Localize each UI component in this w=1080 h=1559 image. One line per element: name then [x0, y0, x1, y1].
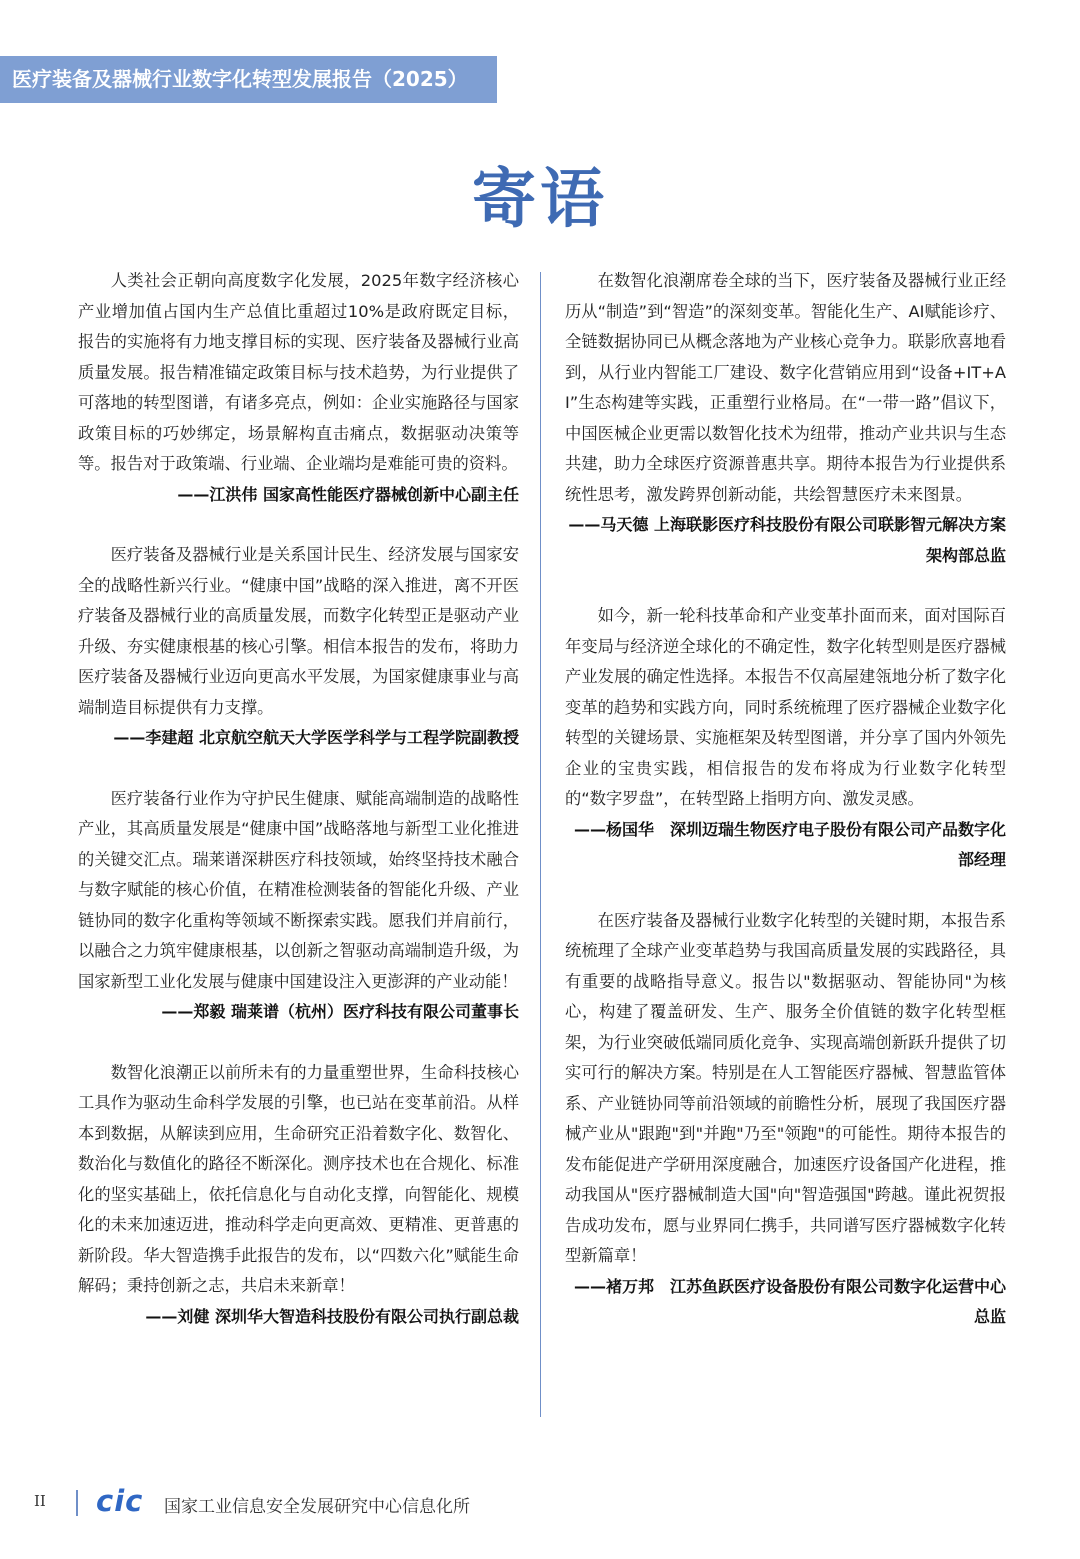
- message-signature: ——杨国华 深圳迈瑞生物医疗电子股份有限公司产品数字化部经理: [573, 819, 1006, 869]
- message-block: [78, 784, 519, 1028]
- report-title-banner: 医疗装备及器械行业数字化转型发展报告（2025）: [0, 56, 497, 103]
- message-text: 如今，新一轮科技革命和产业变革扑面而来，面对国际百年变局与经济逆全球化的不确定性，数字化转型则是医疗器械产业发展的确定性选择。本报告不仅高屋建瓴地分析了数字化变革的趋势和实践方向，同时系统梳理了医疗器械企业数字化转型的关键场景、实施框架及转型图谱，并分享了国内外领先企业的宝贵实践，相信报告的发布将成为行业数字化转型的“数字罗盘”，在转型路上指明方向、激发灵感。: [565, 606, 1006, 808]
- page-title: 寄语: [472, 163, 608, 237]
- message-signature: ——李建超 北京航空航天大学医学科学与工程学院副教授: [113, 728, 519, 747]
- message-signature: ——马天德 上海联影医疗科技股份有限公司联影智元解决方案架构部总监: [568, 515, 1006, 565]
- footer-divider: [76, 1490, 78, 1516]
- column-divider: [540, 272, 541, 1417]
- message-text: 在医疗装备及器械行业数字化转型的关键时期，本报告系统梳理了全球产业变革趋势与我国高质量发展的实践路径，具有重要的战略指导意义。报告以"数据驱动、智能协同"为核心，构建了覆盖研发、生产、服务全价值链的数字化转型框架，为行业突破低端同质化竞争、实现高端创新跃升提供了切实可行的解决方案。特别是在人工智能医疗器械、智慧监管体系、产业链协同等前沿领域的前瞻性分析，展现了我国医疗器械产业从"跟跑"到"并跑"乃至"领跑"的可能性。期待本报告的发布能促进产学研用深度融合，加速医疗设备国产化进程，推动我国从"医疗器械制造大国"向"智造强国"跨越。谨此祝贺报告成功发布，愿与业界同仁携手，共同谱写医疗器械数字化转型新篇章！: [565, 910, 1006, 1265]
- right-column: [565, 266, 1006, 1363]
- message-block: [78, 1058, 519, 1333]
- message-text: 医疗装备及器械行业是关系国计民生、经济发展与国家安全的战略性新兴行业。“健康中国”战略的深入推进，离不开医疗装备及器械行业的高质量发展，而数字化转型正是驱动产业升级、夯实健康根基的核心引擎。相信本报告的发布，将助力医疗装备及器械行业迈向更高水平发展，为国家健康事业与高端制造目标提供有力支撑。: [78, 545, 519, 717]
- message-text: 在数智化浪潮席卷全球的当下，医疗装备及器械行业正经历从“制造”到“智造”的深刻变革。智能化生产、AI赋能诊疗、全链数据协同已从概念落地为产业核心竞争力。联影欣喜地看到，从行业内智能工厂建设、数字化营销应用到“设备+IT+AI”生态构建等实践，正重塑行业格局。在“一带一路”倡议下，中国医械企业更需以数智化技术为纽带，推动产业共识与生态共建，助力全球医疗资源普惠共享。期待本报告为行业提供系统性思考，激发跨界创新动能，共绘智慧医疗未来图景。: [565, 271, 1006, 504]
- message-signature: ——江洪伟 国家高性能医疗器械创新中心副主任: [177, 484, 519, 504]
- message-signature: ——褚万邦 江苏鱼跃医疗设备股份有限公司数字化运营中心总监: [573, 1276, 1006, 1326]
- message-block: [78, 540, 519, 754]
- message-text: 人类社会正朝向高度数字化发展，2025年数字经济核心产业增加值占国内生产总值比重超过10%是政府既定目标，报告的实施将有力地支撑目标的实现、医疗装备及器械行业高质量发展。报告精准锚定政策目标与技术趋势，为行业提供了可落地的转型图谱，有诸多亮点，例如：企业实施路径与国家政策目标的巧妙绑定，场景解构直击痛点，数据驱动决策等等。报告对于政策端、行业端、企业端均是难能可贵的资料。: [78, 271, 519, 473]
- message-text: 数智化浪潮正以前所未有的力量重塑世界，生命科技核心工具作为驱动生命科学发展的引擎，也已站在变革前沿。从样本到数据，从解读到应用，生命研究正沿着数字化、数智化、数治化与数值化的路径不断深化。测序技术也在合规化、标准化的坚实基础上，依托信息化与自动化支撑，向智能化、规模化的未来加速迈进，推动科学走向更高效、更精准、更普惠的新阶段。华大智造携手此报告的发布，以“四数六化”赋能生命解码；秉持创新之志，共启未来新章！: [78, 1062, 519, 1295]
- message-block: [78, 266, 519, 510]
- message-signature: ——刘健 深圳华大智造科技股份有限公司执行副总裁: [145, 1306, 519, 1326]
- footer-organization: 国家工业信息安全发展研究中心信息化所: [164, 1497, 470, 1517]
- message-block: [565, 266, 1006, 571]
- cic-logo: cic: [96, 1484, 144, 1518]
- page-footer: [0, 1486, 1080, 1522]
- message-block: [565, 601, 1006, 876]
- message-text: 医疗装备行业作为守护民生健康、赋能高端制造的战略性产业，其高质量发展是“健康中国”战略落地与新型工业化推进的关键交汇点。瑞莱谱深耕医疗科技领域，始终坚持技术融合与数字赋能的核心价值，在精准检测装备的智能化升级、产业链协同的数字化重构等领域不断探索实践。愿我们并肩前行，以融合之力筑牢健康根基，以创新之智驱动高端制造升级，为国家新型工业化发展与健康中国建设注入更澎湃的产业动能！: [78, 788, 519, 991]
- left-column: [78, 266, 519, 1362]
- message-signature: ——郑毅 瑞莱谱（杭州）医疗科技有限公司董事长: [161, 1002, 519, 1021]
- page-number: II: [34, 1492, 46, 1510]
- message-block: [565, 906, 1006, 1333]
